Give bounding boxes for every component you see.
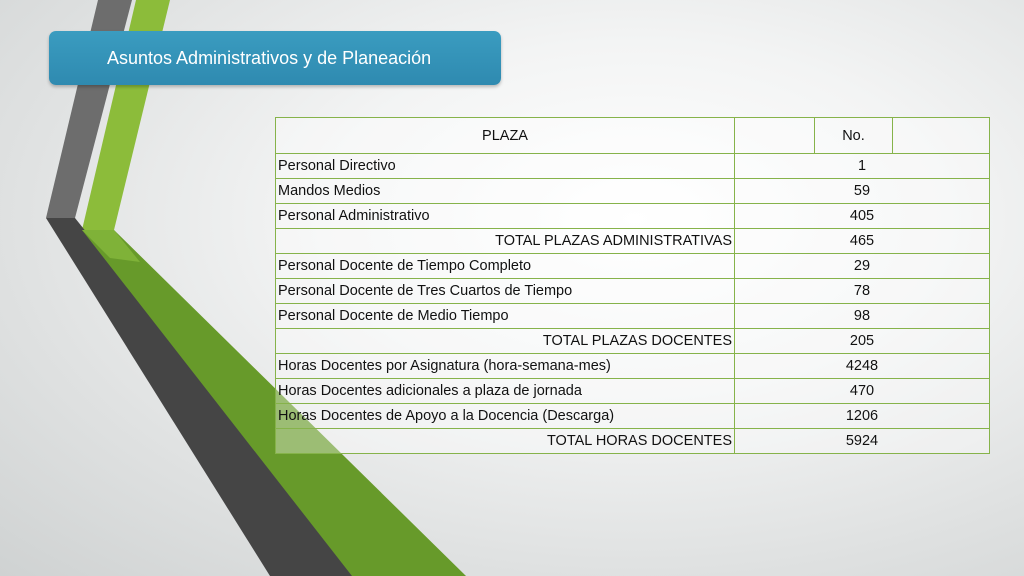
header-empty-2 xyxy=(893,118,990,154)
header-plaza: PLAZA xyxy=(276,118,735,154)
table-header-row xyxy=(276,118,990,154)
row-value: 78 xyxy=(735,279,990,304)
total-label: TOTAL PLAZAS ADMINISTRATIVAS xyxy=(276,229,735,254)
table-row xyxy=(276,354,990,379)
plazas-table xyxy=(275,117,990,454)
table-row xyxy=(276,379,990,404)
row-value: 405 xyxy=(735,204,990,229)
total-label: TOTAL HORAS DOCENTES xyxy=(276,429,735,454)
table-row xyxy=(276,204,990,229)
row-label: Mandos Medios xyxy=(276,179,735,204)
header-empty-1 xyxy=(735,118,815,154)
row-label: Horas Docentes por Asignatura (hora-semana-mes) xyxy=(276,354,735,379)
row-label: Horas Docentes de Apoyo a la Docencia (Descarga) xyxy=(276,404,735,429)
row-value: 5924 xyxy=(735,429,990,454)
row-label: Personal Docente de Tres Cuartos de Tiempo xyxy=(276,279,735,304)
row-label: Horas Docentes adicionales a plaza de jornada xyxy=(276,379,735,404)
slide-title: Asuntos Administrativos y de Planeación xyxy=(49,31,501,85)
header-number: No. xyxy=(815,118,893,154)
row-label: Personal Docente de Medio Tiempo xyxy=(276,304,735,329)
table-total-row xyxy=(276,229,990,254)
row-label: Personal Administrativo xyxy=(276,204,735,229)
table-total-row xyxy=(276,429,990,454)
table-row xyxy=(276,304,990,329)
row-value: 98 xyxy=(735,304,990,329)
table-row xyxy=(276,279,990,304)
row-label: Personal Directivo xyxy=(276,154,735,179)
total-label: TOTAL PLAZAS DOCENTES xyxy=(276,329,735,354)
row-value: 4248 xyxy=(735,354,990,379)
row-value: 59 xyxy=(735,179,990,204)
row-value: 29 xyxy=(735,254,990,279)
row-value: 465 xyxy=(735,229,990,254)
table-row xyxy=(276,154,990,179)
row-value: 205 xyxy=(735,329,990,354)
row-value: 1 xyxy=(735,154,990,179)
table-row xyxy=(276,179,990,204)
table-total-row xyxy=(276,329,990,354)
row-value: 470 xyxy=(735,379,990,404)
row-label: Personal Docente de Tiempo Completo xyxy=(276,254,735,279)
table-row xyxy=(276,404,990,429)
table-row xyxy=(276,254,990,279)
row-value: 1206 xyxy=(735,404,990,429)
